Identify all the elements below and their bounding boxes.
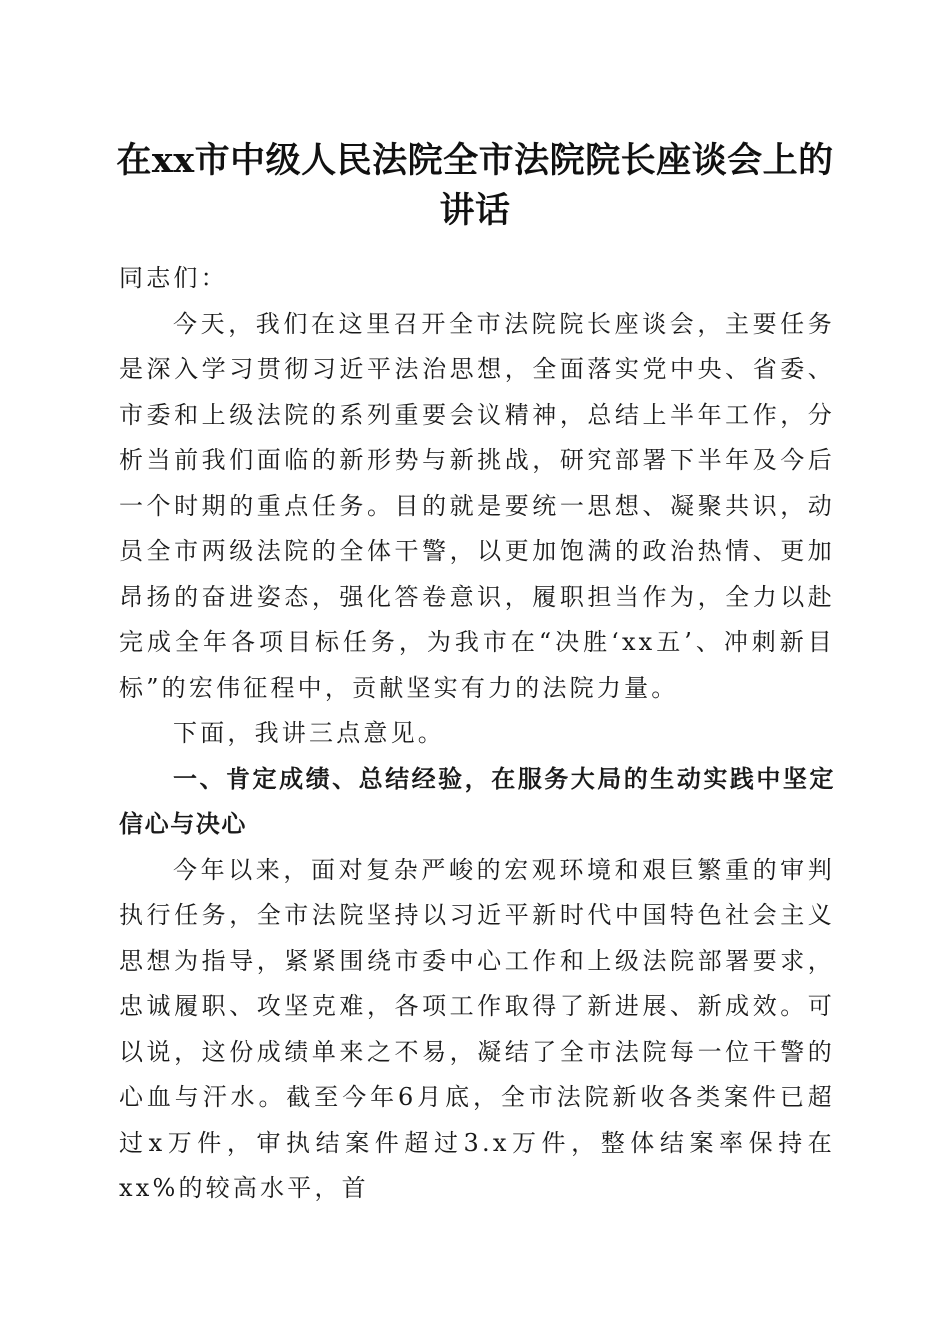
paragraph-section-one: 今年以来，面对复杂严峻的宏观环境和艰巨繁重的审判执行任务，全市法院坚持以习近平新时代中国特色社会主义思想为指导，紧紧围绕市委中心工作和上级法院部署要求，忠诚履职、攻坚克难，各项工作取得了新进展、新成效。可以说，这份成绩单来之不易，凝结了全市法院每一位干警的心血与汗水。截至今年6月底，全市法院新收各类案件已超过x万件，审执结案件超过3.x万件，整体结案率保持在xx%的较高水平，首 bbox=[119, 855, 835, 1202]
document-title: 在xx市中级人民法院全市法院院长座谈会上的讲话 bbox=[116, 140, 834, 231]
paragraph-intro: 今天，我们在这里召开全市法院院长座谈会，主要任务是深入学习贯彻习近平法治思想，全面落实党中央、省委、市委和上级法院的系列重要会议精神，总结上半年工作，分析当前我们面临的新形势与新挑战，研究部署下半年及今后一个时期的重点任务。目的就是要统一思想、凝聚共识，动员全市两级法院的全体干警，以更加饱满的政治热情、更加昂扬的奋进姿态，强化答卷意识，履职担当作为，全力以赴完成全年各项目标任务，为我市在“决胜‘xx五’、冲刺新目标”的宏伟征程中，贡献坚实有力的法院力量。 bbox=[119, 309, 835, 702]
document-body bbox=[119, 256, 835, 1212]
salutation: 同志们： bbox=[119, 264, 228, 292]
section-heading: 一、肯定成绩、总结经验，在服务大局的生动实践中坚定信心与决心 bbox=[119, 764, 835, 838]
paragraph-transition: 下面，我讲三点意见。 bbox=[173, 719, 445, 747]
